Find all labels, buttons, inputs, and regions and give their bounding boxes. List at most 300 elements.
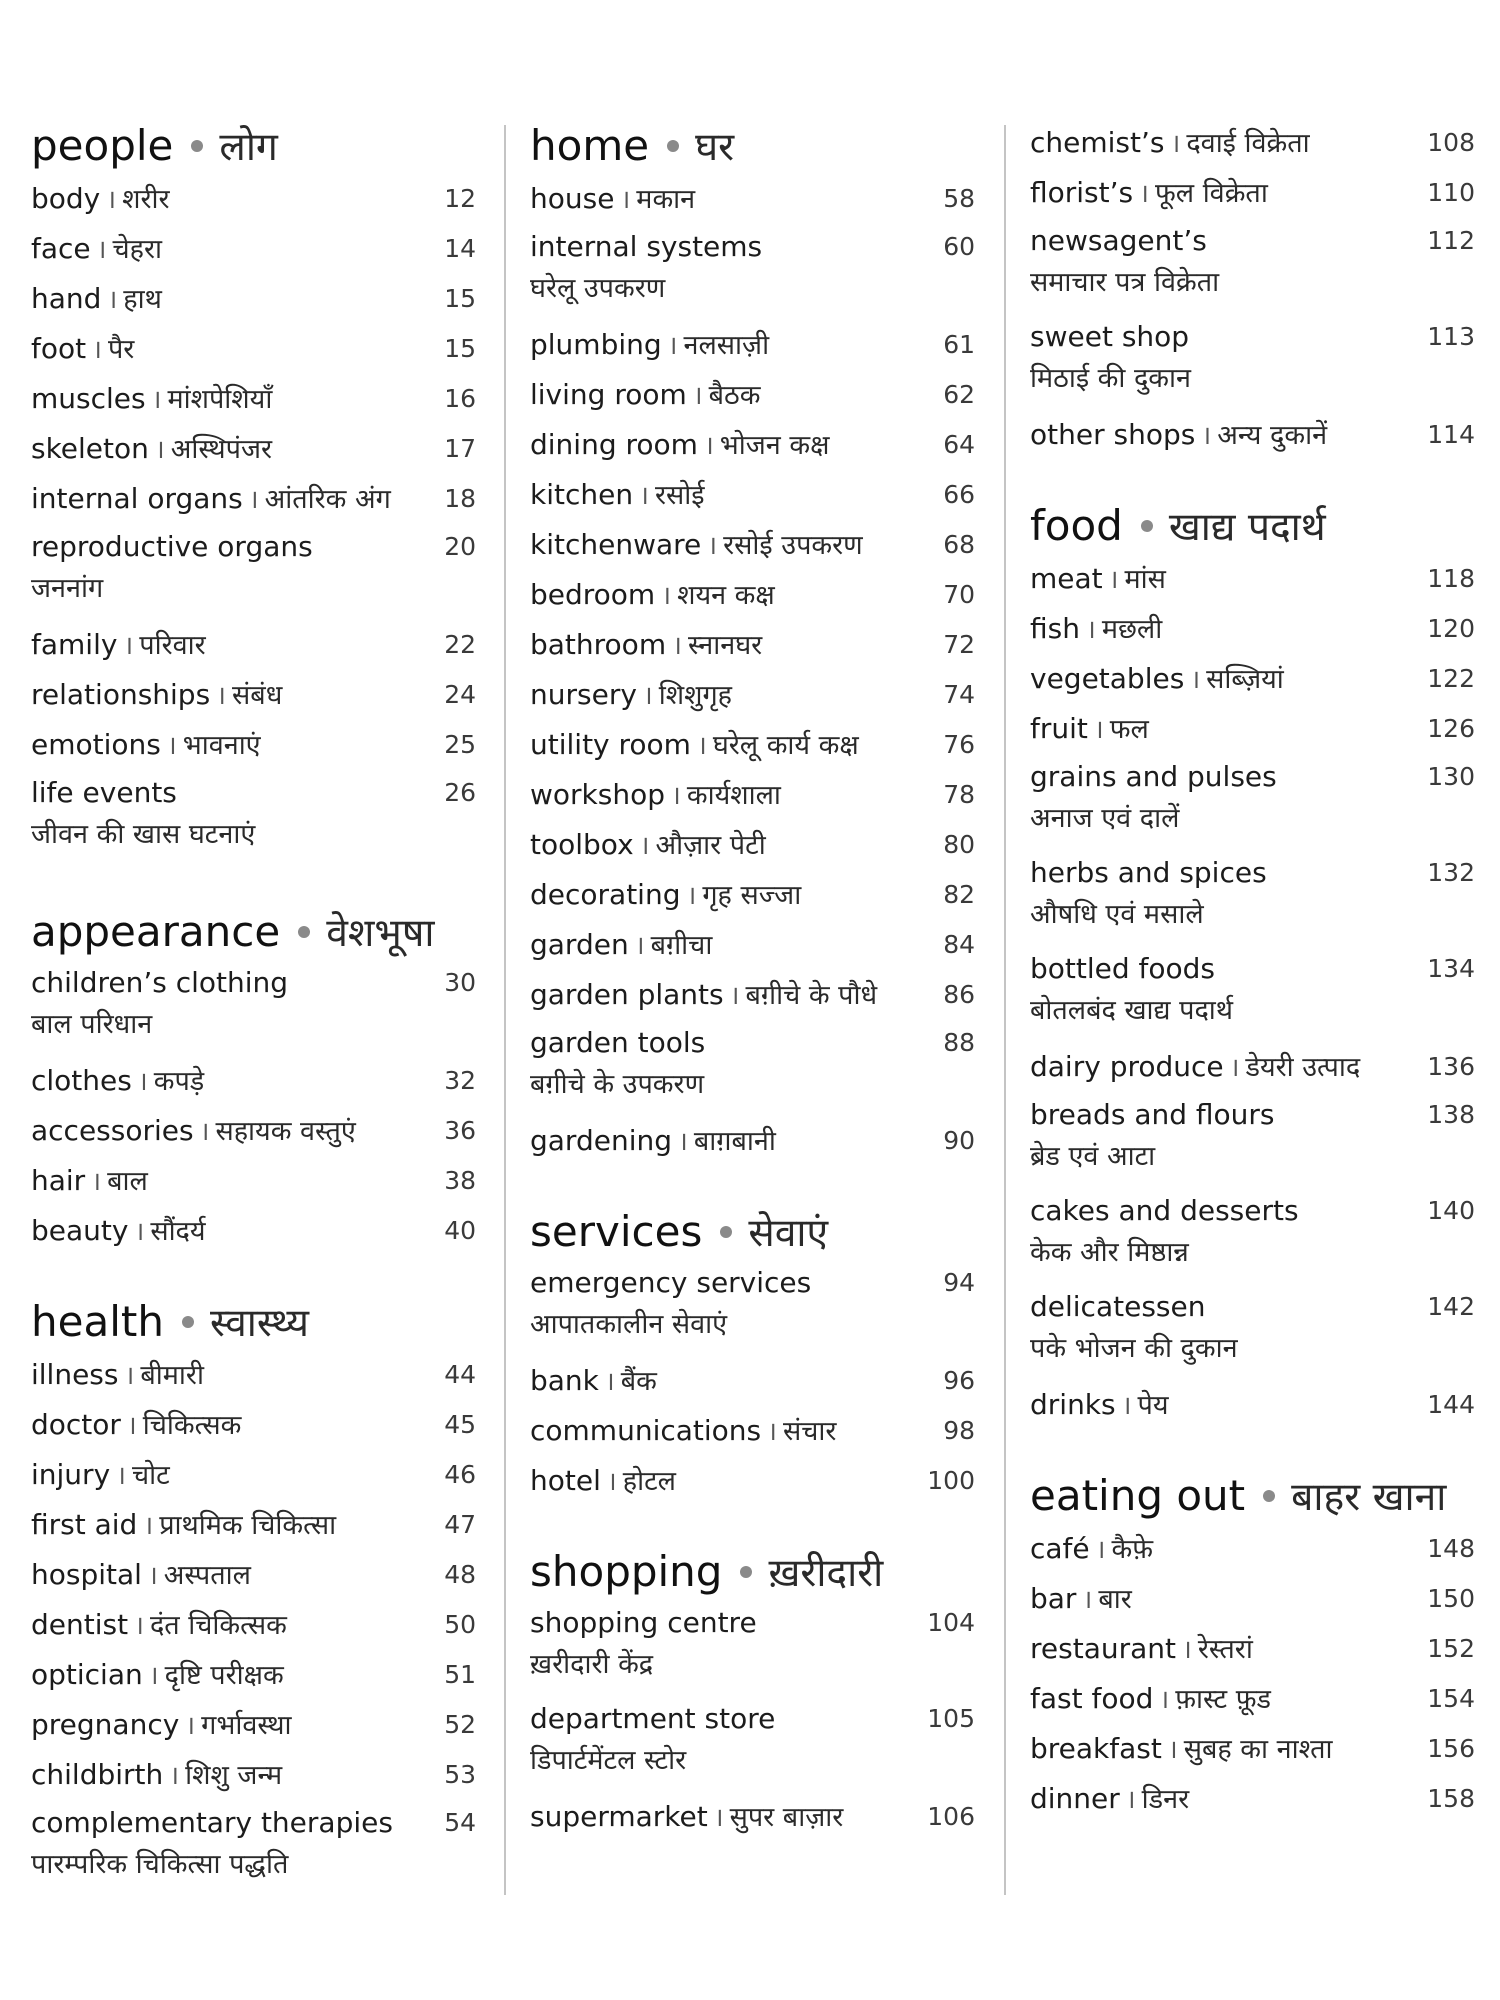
- entry-line: [530, 828, 766, 861]
- bullet-icon: [720, 1226, 732, 1238]
- contents-entry[interactable]: [530, 224, 975, 320]
- contents-entry[interactable]: [31, 1350, 476, 1400]
- entry-title-hi: गर्भावस्था: [201, 1710, 292, 1741]
- contents-entry[interactable]: [1030, 1092, 1475, 1188]
- entry-title-en: living room: [530, 378, 687, 411]
- entry-title-hi: शयन कक्ष: [677, 580, 775, 611]
- entry-page-number: 98: [943, 1416, 975, 1445]
- contents-entry[interactable]: [530, 770, 975, 820]
- contents-entry[interactable]: [1030, 754, 1475, 850]
- entry-line: [530, 224, 920, 270]
- entry-line: [31, 1558, 251, 1591]
- entry-line: [1030, 754, 1420, 800]
- entry-title-en: hand: [31, 282, 102, 315]
- bullet-icon: [191, 140, 203, 152]
- contents-entry[interactable]: [530, 1356, 975, 1406]
- bullet-icon: [182, 1316, 194, 1328]
- entry-separator: ।: [1108, 565, 1119, 595]
- entry-page-number: 144: [1427, 1390, 1475, 1419]
- contents-entry[interactable]: [31, 770, 476, 866]
- entry-page-number: 53: [444, 1760, 476, 1789]
- entry-title-en: kitchenware: [530, 528, 702, 561]
- entry-line: [530, 978, 877, 1011]
- entry-page-number: 90: [943, 1126, 975, 1155]
- bullet-icon: [1141, 520, 1153, 532]
- contents-entry[interactable]: [31, 1106, 476, 1156]
- contents-section: [530, 1544, 975, 1842]
- entry-title-hi: औषधि एवं मसाले: [1030, 899, 1204, 930]
- entry-title-hi: चेहरा: [112, 234, 163, 265]
- entry-line: [530, 1464, 676, 1497]
- entry-separator: ।: [134, 1611, 144, 1641]
- contents-entry[interactable]: [530, 320, 975, 370]
- contents-entry[interactable]: [1030, 1724, 1475, 1774]
- entry-title-hi: घरेलू कार्य कक्ष: [712, 730, 859, 761]
- contents-section: [530, 1204, 975, 1506]
- contents-entry[interactable]: [1030, 410, 1475, 460]
- entry-title-en: emergency services: [530, 1266, 812, 1299]
- entry-separator: ।: [137, 1067, 148, 1097]
- entry-separator: ।: [248, 485, 259, 515]
- entry-page-number: 52: [444, 1710, 476, 1739]
- entry-separator: ।: [1182, 1635, 1192, 1665]
- entry-title-en: supermarket: [530, 1800, 708, 1833]
- section-title-hi: सेवाएं: [748, 1211, 829, 1256]
- entry-separator: ।: [606, 1467, 617, 1497]
- entry-title-en: utility room: [530, 728, 691, 761]
- entry-title-hi: बीमारी: [140, 1360, 204, 1391]
- entry-title-hi: संचार: [782, 1416, 837, 1447]
- bullet-icon: [298, 926, 310, 938]
- entry-page-number: 16: [444, 384, 476, 413]
- entry-page-number: 32: [444, 1066, 476, 1095]
- contents-section: [1030, 118, 1475, 460]
- entry-title-en: decorating: [530, 878, 681, 911]
- entry-title-en: garden tools: [530, 1026, 706, 1059]
- entry-title-hi: फूल विक्रेता: [1154, 178, 1268, 209]
- entry-page-number: 48: [444, 1560, 476, 1589]
- contents-entry[interactable]: [530, 720, 975, 770]
- entry-separator: ।: [639, 481, 649, 511]
- entry-line: [31, 628, 206, 661]
- entry-title-hi: चिकित्सक: [142, 1410, 242, 1441]
- entry-page-number: 74: [943, 680, 975, 709]
- contents-entry[interactable]: [530, 620, 975, 670]
- entry-page-number: 88: [943, 1028, 975, 1057]
- entry-line: [1030, 612, 1162, 645]
- contents-entry[interactable]: [1030, 1624, 1475, 1674]
- entry-page-number: 96: [943, 1366, 975, 1395]
- entry-page-number: 132: [1427, 858, 1475, 887]
- entry-page-number: 112: [1427, 226, 1475, 255]
- entry-page-number: 152: [1427, 1634, 1475, 1663]
- entry-line: [530, 1800, 843, 1833]
- contents-entry[interactable]: [31, 1750, 476, 1800]
- entry-title-hi: केक और मिष्ठान्न: [1030, 1237, 1189, 1268]
- contents-entry[interactable]: [31, 720, 476, 770]
- entry-title-en: childbirth: [31, 1758, 164, 1791]
- entry-separator: ।: [1095, 1535, 1106, 1565]
- entry-title-en: bathroom: [530, 628, 667, 661]
- entry-page-number: 15: [444, 334, 476, 363]
- entry-page-number: 14: [444, 234, 476, 263]
- contents-entry[interactable]: [530, 970, 975, 1020]
- entry-line: [530, 728, 859, 761]
- contents-entry[interactable]: [31, 274, 476, 324]
- contents-entry[interactable]: [31, 1650, 476, 1700]
- section-heading: [1030, 498, 1475, 554]
- entry-title-en: dairy produce: [1030, 1050, 1224, 1083]
- entry-title-en: fast food: [1030, 1682, 1154, 1715]
- entry-title-en: bank: [530, 1364, 599, 1397]
- contents-entry[interactable]: [1030, 1042, 1475, 1092]
- contents-entry[interactable]: [1030, 946, 1475, 1042]
- section-title-en: health: [31, 1297, 164, 1346]
- bullet-icon: [740, 1566, 752, 1578]
- entry-line: [31, 1800, 421, 1846]
- entry-title-hi: समाचार पत्र विक्रेता: [1030, 267, 1220, 298]
- entry-title-hi: नलसाज़ी: [683, 330, 770, 361]
- contents-entry[interactable]: [530, 820, 975, 870]
- section-heading: [1030, 1468, 1475, 1524]
- entry-title-hi: डिनर: [1141, 1784, 1190, 1815]
- section-heading: [530, 118, 975, 174]
- contents-entry[interactable]: [1030, 1188, 1475, 1284]
- entry-page-number: 138: [1427, 1100, 1475, 1129]
- entry-page-number: 82: [943, 880, 975, 909]
- contents-entry[interactable]: [530, 1600, 975, 1696]
- contents-entry[interactable]: [31, 174, 476, 224]
- entry-separator: ।: [642, 681, 653, 711]
- entry-title-en: shopping centre: [530, 1606, 757, 1639]
- entry-line: [1030, 418, 1327, 451]
- entry-separator: ।: [661, 581, 672, 611]
- entry-page-number: 66: [943, 480, 975, 509]
- entry-page-number: 50: [444, 1610, 476, 1639]
- entry-page-number: 122: [1427, 664, 1475, 693]
- entry-separator: ।: [1159, 1685, 1170, 1715]
- entry-line: [1030, 176, 1268, 209]
- entry-separator: ।: [707, 531, 718, 561]
- contents-entry[interactable]: [530, 1792, 975, 1842]
- entry-page-number: 36: [444, 1116, 476, 1145]
- entry-line: [530, 528, 863, 561]
- contents-entry[interactable]: [31, 1800, 476, 1896]
- entry-line: [1030, 562, 1166, 595]
- contents-entry[interactable]: [31, 1056, 476, 1106]
- entry-title-en: accessories: [31, 1114, 194, 1147]
- contents-entry[interactable]: [31, 524, 476, 620]
- entry-title-en: kitchen: [530, 478, 634, 511]
- entry-title-hi: स्नानघर: [687, 630, 763, 661]
- entry-separator: ।: [166, 731, 177, 761]
- entry-title-en: workshop: [530, 778, 665, 811]
- entry-separator: ।: [126, 1411, 137, 1441]
- entry-title-en: reproductive organs: [31, 530, 313, 563]
- contents-section: [31, 904, 476, 1256]
- entry-line: [31, 1114, 356, 1147]
- entry-title-hi: होटल: [622, 1466, 676, 1497]
- entry-title-hi: पेय: [1137, 1390, 1169, 1421]
- contents-entry[interactable]: [31, 670, 476, 720]
- section-heading: [530, 1204, 975, 1260]
- entry-title-en: skeleton: [31, 432, 149, 465]
- entry-line: [530, 328, 769, 361]
- contents-entry[interactable]: [31, 424, 476, 474]
- entry-title-hi: भोजन कक्ष: [719, 430, 830, 461]
- entry-page-number: 136: [1427, 1052, 1475, 1081]
- entry-title-hi: अस्पताल: [163, 1560, 251, 1591]
- contents-entry[interactable]: [31, 960, 476, 1056]
- section-title-hi: खाद्य पदार्थ: [1168, 505, 1326, 550]
- bullet-icon: [667, 140, 679, 152]
- entry-separator: ।: [199, 1117, 210, 1147]
- entry-title-hi: बग़ीचे के उपकरण: [530, 1069, 705, 1100]
- entry-separator: ।: [123, 631, 134, 661]
- entry-title-en: life events: [31, 776, 177, 809]
- section-heading: [530, 1544, 975, 1600]
- entry-separator: ।: [1190, 665, 1201, 695]
- contents-entry[interactable]: [31, 474, 476, 524]
- entry-page-number: 54: [444, 1808, 476, 1837]
- contents-entry[interactable]: [530, 1116, 975, 1166]
- entry-title-en: internal organs: [31, 482, 243, 515]
- entry-line: [31, 1064, 204, 1097]
- contents-entry[interactable]: [530, 370, 975, 420]
- contents-section: [530, 118, 975, 1166]
- contents-entry[interactable]: [530, 470, 975, 520]
- entry-separator: ।: [703, 431, 714, 461]
- entry-line: [1030, 1388, 1168, 1421]
- contents-entry[interactable]: [1030, 654, 1475, 704]
- contents-entry[interactable]: [1030, 1774, 1475, 1824]
- contents-entry[interactable]: [530, 1020, 975, 1116]
- entry-title-en: family: [31, 628, 118, 661]
- entry-line: [31, 1214, 206, 1247]
- contents-entry[interactable]: [1030, 218, 1475, 314]
- entry-page-number: 25: [444, 730, 476, 759]
- contents-entry[interactable]: [1030, 1380, 1475, 1430]
- section-gap: [530, 1166, 975, 1204]
- contents-entry[interactable]: [1030, 118, 1475, 168]
- contents-entry[interactable]: [530, 1260, 975, 1356]
- entry-line: [530, 628, 762, 661]
- entry-title-en: department store: [530, 1702, 776, 1735]
- entry-title-hi: औज़ार पेटी: [655, 830, 766, 861]
- contents-entry[interactable]: [1030, 604, 1475, 654]
- entry-page-number: 24: [444, 680, 476, 709]
- entry-line: [31, 524, 421, 570]
- contents-entry[interactable]: [31, 1500, 476, 1550]
- entry-title-en: other shops: [1030, 418, 1196, 451]
- contents-entry[interactable]: [31, 1600, 476, 1650]
- entry-line: [1030, 1092, 1420, 1138]
- entry-title-hi: सुपर बाज़ार: [729, 1802, 844, 1833]
- contents-section: [1030, 498, 1475, 1430]
- entry-page-number: 126: [1427, 714, 1475, 743]
- entry-separator: ।: [106, 185, 117, 215]
- section-title-en: home: [530, 121, 650, 170]
- entry-separator: ।: [107, 285, 118, 315]
- entry-title-en: cakes and desserts: [1030, 1194, 1299, 1227]
- entry-separator: ।: [1229, 1053, 1240, 1083]
- entry-line: [31, 432, 272, 465]
- entry-title-hi: आंतरिक अंग: [264, 484, 391, 515]
- entry-line: [530, 1414, 836, 1447]
- entry-title-en: children’s clothing: [31, 966, 289, 999]
- entry-title-en: chemist’s: [1030, 126, 1165, 159]
- entry-title-en: nursery: [530, 678, 637, 711]
- entry-page-number: 58: [943, 184, 975, 213]
- entry-page-number: 47: [444, 1510, 476, 1539]
- entry-title-en: florist’s: [1030, 176, 1134, 209]
- entry-title-en: fish: [1030, 612, 1080, 645]
- contents-entry[interactable]: [530, 920, 975, 970]
- entry-line: [1030, 1682, 1271, 1715]
- contents-column-2: [530, 118, 975, 1842]
- entry-page-number: 108: [1427, 128, 1475, 157]
- entry-page-number: 17: [444, 434, 476, 463]
- entry-page-number: 30: [444, 968, 476, 997]
- entry-separator: ।: [116, 1461, 126, 1491]
- contents-entry[interactable]: [530, 1406, 975, 1456]
- contents-entry[interactable]: [31, 1206, 476, 1256]
- entry-line: [1030, 1582, 1132, 1615]
- entry-line: [530, 878, 801, 911]
- entry-separator: ।: [667, 331, 678, 361]
- section-title-hi: स्वास्थ्य: [209, 1301, 309, 1346]
- entry-separator: ।: [1139, 179, 1149, 209]
- entry-line: [530, 378, 760, 411]
- entry-separator: ।: [151, 385, 162, 415]
- section-heading: [31, 1294, 476, 1350]
- contents-entry[interactable]: [31, 324, 476, 374]
- entry-title-en: clothes: [31, 1064, 132, 1097]
- contents-entry[interactable]: [1030, 704, 1475, 754]
- entry-separator: ।: [148, 1661, 159, 1691]
- contents-section: [31, 1294, 476, 1896]
- entry-page-number: 64: [943, 430, 975, 459]
- contents-entry[interactable]: [530, 1696, 975, 1792]
- entry-title-en: café: [1030, 1532, 1090, 1565]
- contents-entry[interactable]: [1030, 554, 1475, 604]
- entry-title-hi: मकान: [636, 184, 696, 215]
- entry-line: [31, 332, 134, 365]
- contents-entry[interactable]: [530, 420, 975, 470]
- entry-line: [31, 382, 272, 415]
- entry-title-en: bottled foods: [1030, 952, 1216, 985]
- entry-page-number: 156: [1427, 1734, 1475, 1763]
- section-title-en: food: [1030, 501, 1123, 550]
- entry-title-hi: चोट: [132, 1460, 170, 1491]
- entry-page-number: 80: [943, 830, 975, 859]
- contents-entry[interactable]: [31, 374, 476, 424]
- entry-title-hi: बाल: [107, 1166, 148, 1197]
- contents-entry[interactable]: [31, 224, 476, 274]
- entry-separator: ।: [1167, 1735, 1178, 1765]
- section-title-hi: वेशभूषा: [326, 911, 435, 956]
- bullet-icon: [1263, 1490, 1275, 1502]
- entry-title-en: meat: [1030, 562, 1103, 595]
- entry-page-number: 105: [927, 1704, 975, 1733]
- entry-page-number: 150: [1427, 1584, 1475, 1613]
- contents-entry[interactable]: [31, 1700, 476, 1750]
- entry-title-en: restaurant: [1030, 1632, 1176, 1665]
- entry-title-hi: दंत चिकित्सक: [149, 1610, 287, 1641]
- entry-title-en: breakfast: [1030, 1732, 1162, 1765]
- contents-entry[interactable]: [31, 620, 476, 670]
- contents-entry[interactable]: [1030, 850, 1475, 946]
- entry-title-en: toolbox: [530, 828, 634, 861]
- entry-line: [31, 678, 282, 711]
- entry-title-hi: बाल परिधान: [31, 1009, 153, 1040]
- contents-entry[interactable]: [1030, 1574, 1475, 1624]
- entry-title-hi: डिपार्टमेंटल स्टोर: [530, 1745, 687, 1776]
- entry-page-number: 40: [444, 1216, 476, 1245]
- entry-title-hi: फल: [1109, 714, 1149, 745]
- contents-entry[interactable]: [530, 174, 975, 224]
- section-title-en: appearance: [31, 907, 281, 956]
- contents-section: [31, 118, 476, 866]
- contents-entry[interactable]: [1030, 1524, 1475, 1574]
- contents-entry[interactable]: [31, 1156, 476, 1206]
- entry-page-number: 22: [444, 630, 476, 659]
- entry-title-hi: घरेलू उपकरण: [530, 273, 666, 304]
- entry-title-en: body: [31, 182, 101, 215]
- contents-entry[interactable]: [530, 570, 975, 620]
- entry-line: [530, 1364, 657, 1397]
- contents-entry[interactable]: [31, 1550, 476, 1600]
- entry-line: [31, 1608, 287, 1641]
- entry-separator: ।: [1085, 615, 1096, 645]
- contents-entry[interactable]: [530, 670, 975, 720]
- entry-page-number: 104: [927, 1608, 975, 1637]
- entry-page-number: 44: [444, 1360, 476, 1389]
- entry-separator: ।: [154, 435, 165, 465]
- section-title-hi: ख़रीदारी: [768, 1551, 884, 1596]
- entry-title-en: hotel: [530, 1464, 601, 1497]
- entry-line: [31, 728, 261, 761]
- contents-entry[interactable]: [530, 1456, 975, 1506]
- entry-title-hi: मांस: [1124, 564, 1166, 595]
- entry-page-number: 45: [444, 1410, 476, 1439]
- entry-separator: ।: [216, 681, 227, 711]
- entry-title-hi: शिशुगृह: [658, 680, 733, 711]
- entry-line: [530, 1600, 920, 1646]
- contents-entry[interactable]: [1030, 1284, 1475, 1380]
- entry-separator: ।: [729, 981, 740, 1011]
- entry-page-number: 110: [1427, 178, 1475, 207]
- entry-title-hi: बोतलबंद खाद्य पदार्थ: [1030, 995, 1234, 1026]
- entry-title-hi: भावनाएं: [182, 730, 261, 761]
- entry-title-hi: जननांग: [31, 573, 104, 604]
- entry-separator: ।: [143, 1511, 154, 1541]
- entry-line: [31, 1408, 241, 1441]
- contents-entry[interactable]: [31, 1400, 476, 1450]
- entry-separator: ।: [620, 185, 631, 215]
- entry-title-en: communications: [530, 1414, 762, 1447]
- contents-entry[interactable]: [31, 1450, 476, 1500]
- contents-entry[interactable]: [1030, 314, 1475, 410]
- entry-page-number: 46: [444, 1460, 476, 1489]
- contents-entry[interactable]: [530, 520, 975, 570]
- entry-title-hi: बैठक: [708, 380, 761, 411]
- entry-separator: ।: [639, 831, 650, 861]
- contents-entry[interactable]: [1030, 1674, 1475, 1724]
- contents-entry[interactable]: [1030, 168, 1475, 218]
- contents-entry[interactable]: [530, 870, 975, 920]
- contents-column-3: [1030, 118, 1475, 1824]
